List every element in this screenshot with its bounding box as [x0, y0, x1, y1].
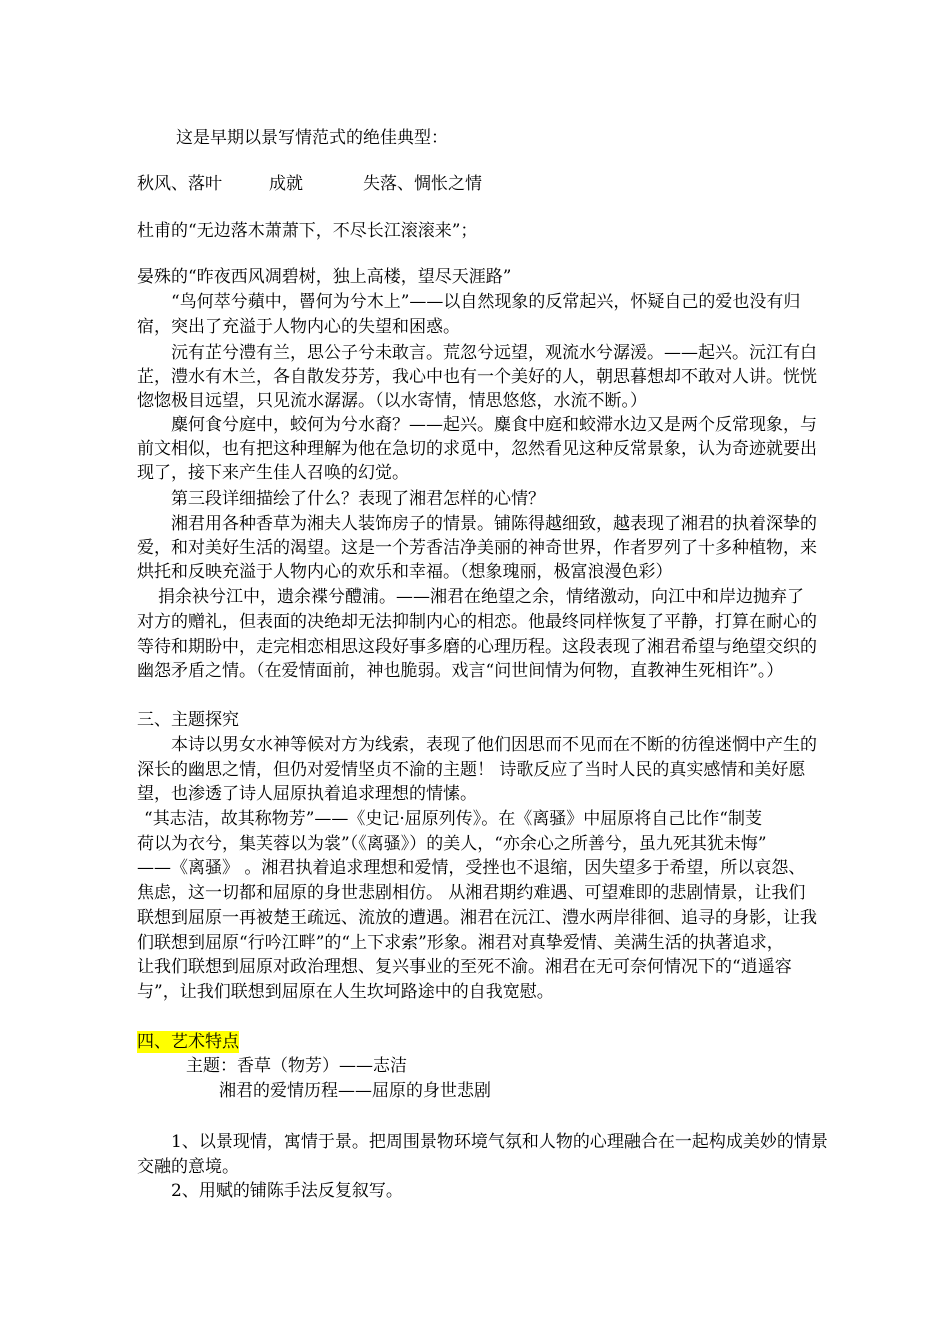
triad-item-3: 失落、惆怅之情 — [363, 174, 482, 194]
paragraph-line: 芷，澧水有木兰，各自散发芬芳，我心中也有一个美好的人，朝思暮想却不敢对人讲。恍恍 — [137, 367, 817, 387]
paragraph-line: 幽怨矛盾之情。（在爱情面前，神也脆弱。戏言“问世间情为何物，直教神生死相许”。） — [137, 661, 784, 681]
paragraph-line: “其志洁，故其称物芳”——《史记·屈原列传》。在《离骚》中屈原将自己比作“制芰 — [144, 809, 762, 829]
paragraph-line: 宿，突出了充溢于人物内心的失望和困惑。 — [137, 317, 460, 337]
paragraph-line: 对方的赠礼，但表面的决绝却无法抑制内心的相恋。他最终同样恢复了平静，打算在耐心的 — [137, 612, 817, 632]
triad-item-1: 秋风、落叶 — [137, 174, 222, 194]
paragraph-line: 望，也渗透了诗人屈原执着追求理想的情愫。 — [137, 784, 477, 804]
paragraph-line: 烘托和反映充溢于人物内心的欢乐和幸福。（想象瑰丽，极富浪漫色彩） — [137, 562, 673, 582]
art-point-2: 2、用赋的铺陈手法反复叙写。 — [171, 1181, 403, 1201]
paragraph-line: ——《离骚》 。湘君执着追求理想和爱情，受挫也不退缩，因失望多于希望，所以哀怨、 — [137, 858, 806, 878]
paragraph-line: 沅有芷兮澧有兰，思公子兮未敢言。荒忽兮远望，观流水兮潺湲。——起兴。沅江有白 — [171, 343, 817, 363]
paragraph-line: 荷以为衣兮，集芙蓉以为裳”（《离骚》）的美人，“亦余心之所善兮，虽九死其犹未悔” — [137, 834, 767, 854]
paragraph-line: 们联想到屈原“行吟江畔”的“上下求索”形象。湘君对真挚爱情、美满生活的执著追求， — [137, 933, 784, 953]
paragraph-line: 联想到屈原一再被楚王疏远、流放的遭遇。湘君在沅江、澧水两岸徘徊、追寻的身影，让我 — [137, 908, 817, 928]
paragraph-line: “鸟何萃兮蘋中，罾何为兮木上”——以自然现象的反常起兴，怀疑自己的爱也没有归 — [171, 292, 801, 312]
art-point-1-cont: 交融的意境。 — [137, 1157, 239, 1177]
paragraph-line: 让我们联想到屈原对政治理想、复兴事业的至死不渝。湘君在无可奈何情况下的“逍遥容 — [137, 957, 792, 977]
paragraph-line: 深长的幽思之情，但仍对爱情坚贞不渝的主题！ 诗歌反应了当时人民的真实感情和美好愿 — [137, 760, 806, 780]
paragraph-line: 捐余袂兮江中，遗余褋兮醴浦。——湘君在绝望之余，情绪激动，向江中和岸边抛弃了 — [158, 587, 804, 607]
question-line: 第三段详细描绘了什么？表现了湘君怎样的心情？ — [171, 489, 545, 509]
theme-line-2: 湘君的爱情历程——屈原的身世悲剧 — [219, 1081, 491, 1101]
section-heading-3: 三、主题探究 — [137, 710, 239, 730]
paragraph-line: 与”，让我们联想到屈原在人生坎坷路途中的自我宽慰。 — [137, 982, 554, 1002]
paragraph-line: 湘君用各种香草为湘夫人装饰房子的情景。铺陈得越细致，越表现了湘君的执着深挚的 — [171, 514, 817, 534]
paragraph-line: 焦虑，这一切都和屈原的身世悲剧相仿。 从湘君期约难遇、可望难即的悲剧情景，让我们 — [137, 883, 806, 903]
paragraph-line: 本诗以男女水神等候对方为线索，表现了他们因思而不见而在不断的彷徨迷惘中产生的 — [171, 735, 817, 755]
paragraph-line: 前文相似，也有把这种理解为他在急切的求觅中，忽然看见这种反常景象，认为奇迹就要出 — [137, 439, 817, 459]
art-point-1: 1、以景现情，寓情于景。把周围景物环境气氛和人物的心理融合在一起构成美妙的情景 — [171, 1132, 828, 1152]
paragraph-line: 现了，接下来产生佳人召唤的幻觉。 — [137, 463, 409, 483]
triad-item-2: 成就 — [269, 174, 303, 194]
paragraph-line: 等待和期盼中，走完相恋相思这段好事多磨的心理历程。这段表现了湘君希望与绝望交织的 — [137, 637, 817, 657]
intro-line: 这是早期以景写情范式的绝佳典型： — [176, 128, 448, 148]
dufu-quote: 杜甫的“无边落木萧萧下，不尽长江滚滚来”； — [137, 221, 478, 241]
paragraph-line: 爱，和对美好生活的渴望。这是一个芳香洁净美丽的神奇世界，作者罗列了十多种植物，来 — [137, 538, 817, 558]
yanshu-quote: 晏殊的“昨夜西风凋碧树，独上高楼，望尽天涯路” — [137, 267, 512, 287]
paragraph-line: 惚惚极目远望，只见流水潺潺。（以水寄情，情思悠悠，水流不断。） — [137, 391, 647, 411]
paragraph-line: 麋何食兮庭中，蛟何为兮水裔？——起兴。麋食中庭和蛟滞水边又是两个反常现象，与 — [171, 415, 817, 435]
theme-line-1: 主题：香草（物芳）——志洁 — [186, 1056, 407, 1076]
section-heading-4: 四、艺术特点 — [137, 1032, 239, 1052]
